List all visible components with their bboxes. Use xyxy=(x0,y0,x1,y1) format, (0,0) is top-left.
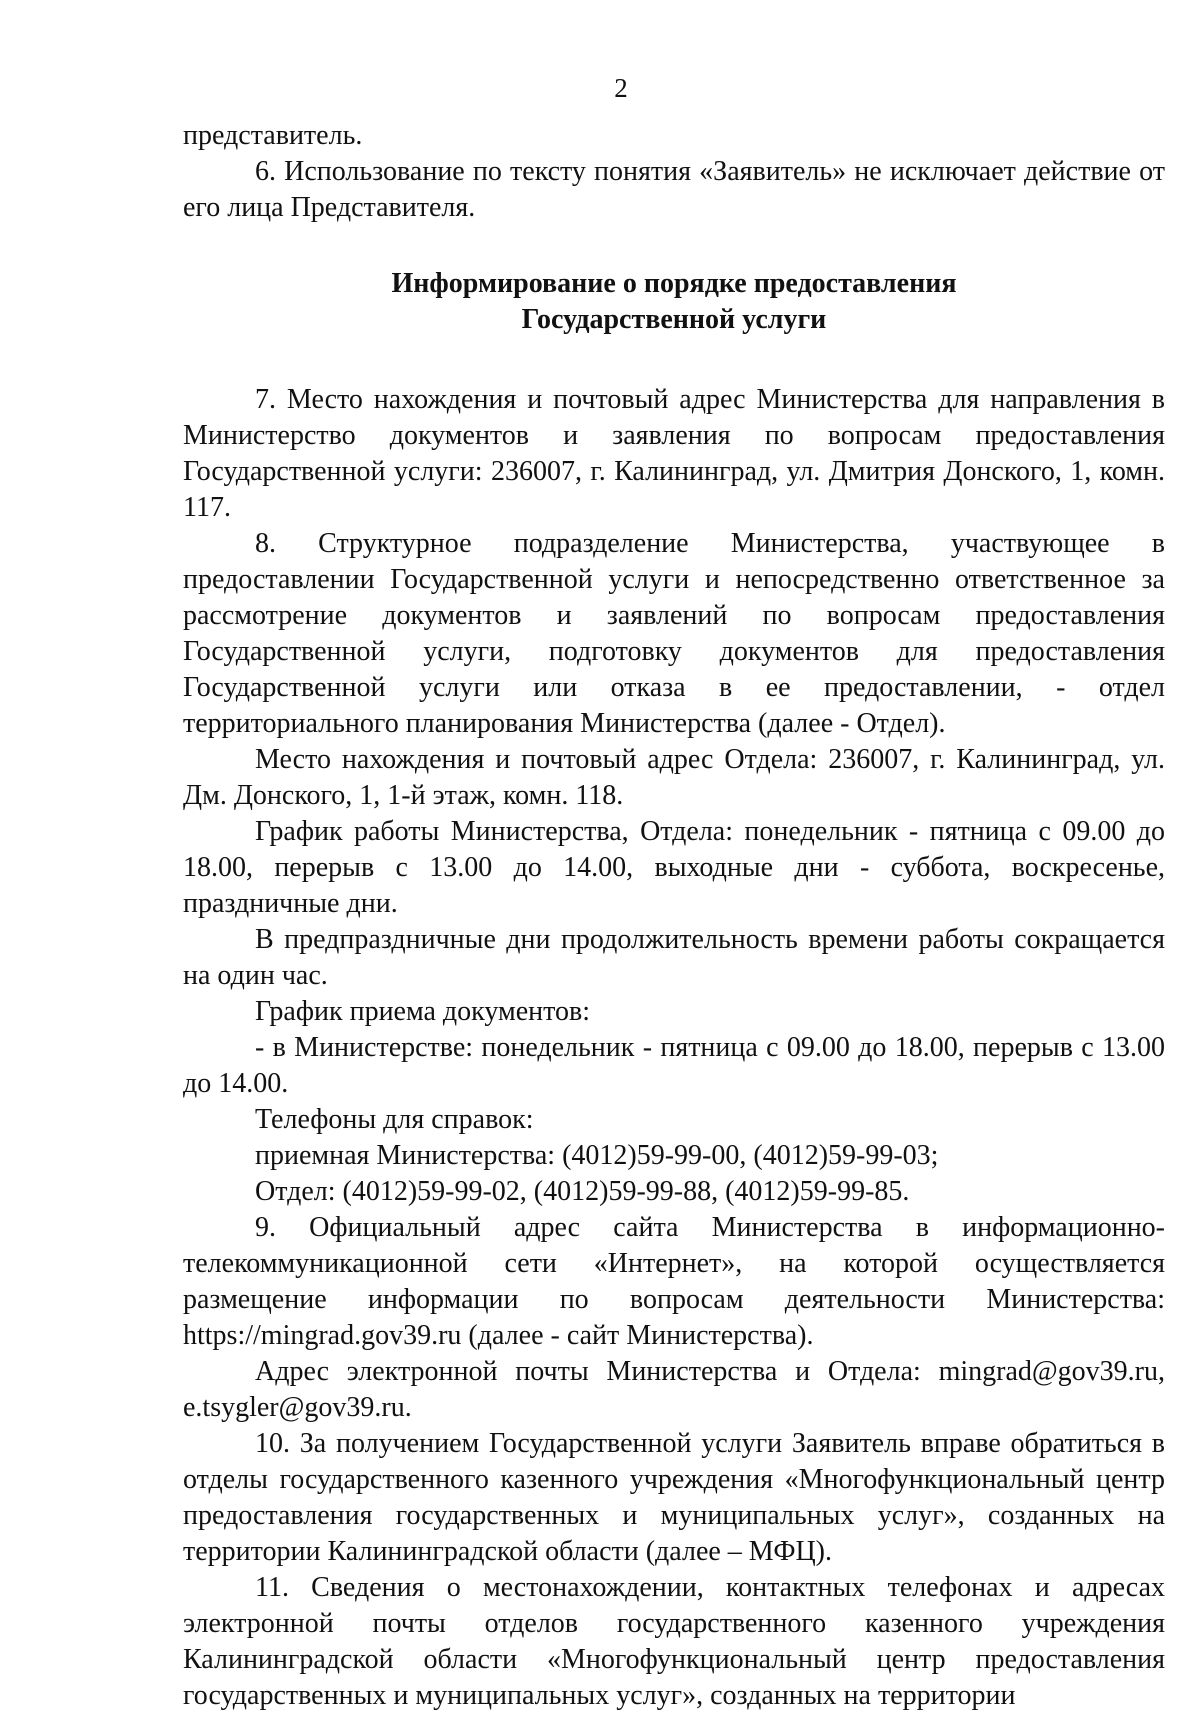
paragraph-phones-reception: приемная Министерства: (4012)59-99-00, (4012)59-99-03; xyxy=(255,1140,939,1171)
paragraph-work-schedule: График работы Министерства, Отдела: понедельник - пятница с 09.00 до 18.00, перерыв с 13.00 до 14.00, выходные дни - суббота, воскресенье, праздничные дни. xyxy=(183,816,1165,919)
paragraph-phones-department: Отдел: (4012)59-99-02, (4012)59-99-88, (4012)59-99-85. xyxy=(255,1176,910,1207)
paragraph-representative-end: представитель. xyxy=(183,120,363,151)
paragraph-7: 7. Место нахождения и почтовый адрес Министерства для направления в Министерство документов и заявления по вопросам предоставления Государственной услуги: 236007, г. Калининград, ул. Дмитрия Донского, 1, комн. 117. xyxy=(183,384,1165,523)
document-body xyxy=(183,118,1165,1714)
paragraph-reception-schedule-ministry: - в Министерстве: понедельник - пятница с 09.00 до 18.00, перерыв с 13.00 до 14.00. xyxy=(183,1032,1165,1099)
section-title-line-2: Государственной услуги xyxy=(521,304,827,335)
paragraph-phones-heading: Телефоны для справок: xyxy=(255,1104,534,1135)
paragraph-11: 11. Сведения о местонахождении, контактных телефонах и адресах электронной почты отделов государственного казенного учреждения Калининградской области «Многофункциональный центр предоставления государственных и муниципальных услуг», созданных на территории xyxy=(183,1572,1165,1711)
paragraph-pre-holiday: В предпраздничные дни продолжительность времени работы сокращается на один час. xyxy=(183,924,1165,991)
page-number: 2 xyxy=(614,73,628,103)
paragraph-8: 8. Структурное подразделение Министерства, участвующее в предоставлении Государственной услуги и непосредственно ответственное за рассмотрение документов и заявлений по вопросам предоставления Государственной услуги, подготовку документов для предоставления Государственной услуги или отказа в ее предоставлении, - отдел территориального планирования Министерства (далее - Отдел). xyxy=(183,528,1165,739)
paragraph-email: Адрес электронной почты Министерства и Отдела: mingrad@gov39.ru, e.tsygler@gov39.ru. xyxy=(183,1356,1165,1423)
section-title-line-1: Информирование о порядке предоставления xyxy=(391,268,957,299)
section-title xyxy=(183,266,1165,338)
paragraph-10: 10. За получением Государственной услуги Заявитель вправе обратиться в отделы государственного казенного учреждения «Многофункциональный центр предоставления государственных и муниципальных услуг», созданных на территории Калининградской области (далее – МФЦ). xyxy=(183,1428,1165,1567)
paragraph-6: 6. Использование по тексту понятия «Заявитель» не исключает действие от его лица Представителя. xyxy=(183,156,1165,223)
paragraph-department-address: Место нахождения и почтовый адрес Отдела: 236007, г. Калининград, ул. Дм. Донского, 1, 1-й этаж, комн. 118. xyxy=(183,744,1165,811)
paragraph-9: 9. Официальный адрес сайта Министерства в информационно-телекоммуникационной сети «Интернет», на которой осуществляется размещение информации по вопросам деятельности Министерства: https://mingrad.gov39.ru (далее - сайт Министерства). xyxy=(183,1212,1165,1351)
paragraph-reception-schedule-heading: График приема документов: xyxy=(255,996,591,1027)
